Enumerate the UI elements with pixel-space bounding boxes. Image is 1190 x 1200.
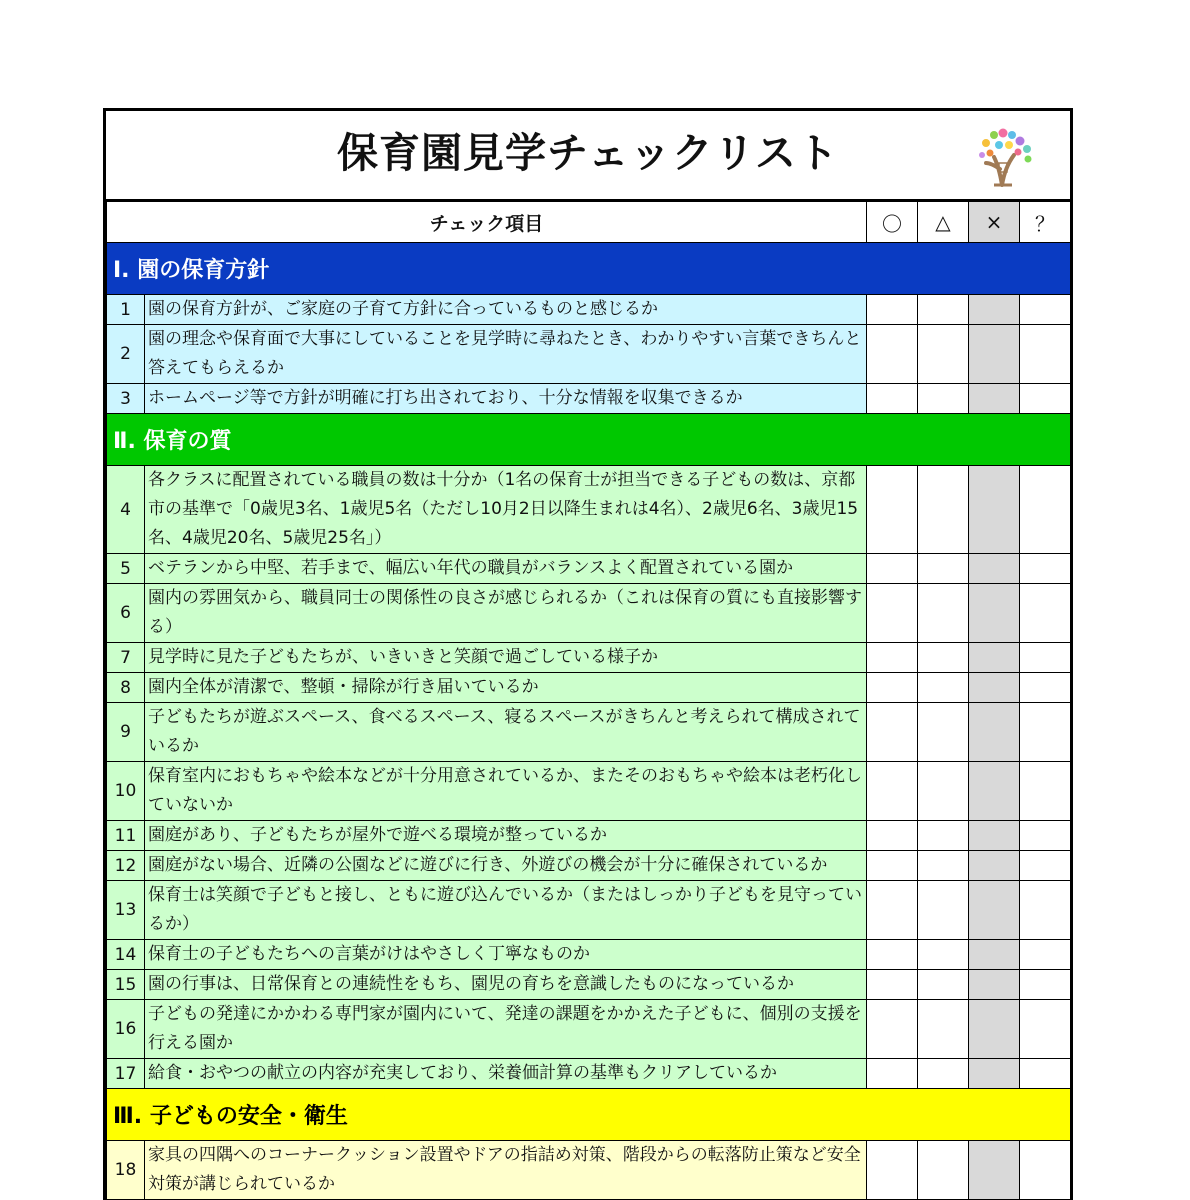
check-box-circle[interactable] xyxy=(867,1141,918,1200)
check-box-question[interactable] xyxy=(1020,821,1071,851)
item-number: 6 xyxy=(107,584,145,643)
column-header-row xyxy=(107,202,1071,243)
check-box-question[interactable] xyxy=(1020,1000,1071,1059)
table-row xyxy=(107,703,1071,762)
header-mark-circle: 〇 xyxy=(867,202,918,243)
header-mark-cross: × xyxy=(969,202,1020,243)
item-number: 18 xyxy=(107,1141,145,1200)
table-row xyxy=(107,821,1071,851)
check-box-question[interactable] xyxy=(1020,940,1071,970)
item-text: 園の理念や保育面で大事にしていることを見学時に尋ねたとき、わかりやすい言葉できちんと答えてもらえるか xyxy=(145,325,867,384)
check-box-cross[interactable] xyxy=(969,1059,1020,1089)
check-box-cross[interactable] xyxy=(969,584,1020,643)
item-text: 園庭がない場合、近隣の公園などに遊びに行き、外遊びの機会が十分に確保されているか xyxy=(145,851,867,881)
item-text: 園の行事は、日常保育との連続性をもち、園児の育ちを意識したものになっているか xyxy=(145,970,867,1000)
check-box-circle[interactable] xyxy=(867,703,918,762)
item-number: 16 xyxy=(107,1000,145,1059)
check-box-triangle[interactable] xyxy=(918,970,969,1000)
check-box-circle[interactable] xyxy=(867,584,918,643)
check-box-triangle[interactable] xyxy=(918,881,969,940)
check-box-triangle[interactable] xyxy=(918,673,969,703)
check-box-triangle[interactable] xyxy=(918,384,969,414)
item-number: 9 xyxy=(107,703,145,762)
check-box-question[interactable] xyxy=(1020,295,1071,325)
item-text: 園内全体が清潔で、整頓・掃除が行き届いているか xyxy=(145,673,867,703)
check-box-cross[interactable] xyxy=(969,851,1020,881)
item-number: 13 xyxy=(107,881,145,940)
header-mark-triangle: △ xyxy=(918,202,969,243)
table-row xyxy=(107,466,1071,554)
check-box-question[interactable] xyxy=(1020,325,1071,384)
table-row xyxy=(107,1141,1071,1200)
check-box-circle[interactable] xyxy=(867,384,918,414)
item-text: 園の保育方針が、ご家庭の子育て方針に合っているものと感じるか xyxy=(145,295,867,325)
table-row xyxy=(107,762,1071,821)
item-number: 1 xyxy=(107,295,145,325)
item-number: 4 xyxy=(107,466,145,554)
item-text: ホームページ等で方針が明確に打ち出されており、十分な情報を収集できるか xyxy=(145,384,867,414)
check-box-cross[interactable] xyxy=(969,384,1020,414)
check-box-question[interactable] xyxy=(1020,851,1071,881)
check-box-question[interactable] xyxy=(1020,970,1071,1000)
check-box-circle[interactable] xyxy=(867,466,918,554)
checklist-table xyxy=(106,201,1071,1200)
item-number: 11 xyxy=(107,821,145,851)
check-box-cross[interactable] xyxy=(969,970,1020,1000)
table-row xyxy=(107,851,1071,881)
check-box-circle[interactable] xyxy=(867,325,918,384)
table-row xyxy=(107,295,1071,325)
section-header-1 xyxy=(107,243,1071,295)
check-box-triangle[interactable] xyxy=(918,703,969,762)
item-text: 家具の四隅へのコーナークッション設置やドアの指詰め対策、階段からの転落防止策など安全対策が講じられているか xyxy=(145,1141,867,1200)
item-text: 保育室内におもちゃや絵本などが十分用意されているか、またそのおもちゃや絵本は老朽化していないか xyxy=(145,762,867,821)
check-box-triangle[interactable] xyxy=(918,821,969,851)
check-box-circle[interactable] xyxy=(867,673,918,703)
check-box-cross[interactable] xyxy=(969,703,1020,762)
check-box-cross[interactable] xyxy=(969,940,1020,970)
item-text: 保育士の子どもたちへの言葉がけはやさしく丁寧なものか xyxy=(145,940,867,970)
check-box-cross[interactable] xyxy=(969,1141,1020,1200)
item-number: 8 xyxy=(107,673,145,703)
check-box-triangle[interactable] xyxy=(918,940,969,970)
check-box-circle[interactable] xyxy=(867,1000,918,1059)
check-box-triangle[interactable] xyxy=(918,851,969,881)
check-box-circle[interactable] xyxy=(867,295,918,325)
item-number: 12 xyxy=(107,851,145,881)
check-box-question[interactable] xyxy=(1020,703,1071,762)
item-text: 保育士は笑顔で子どもと接し、ともに遊び込んでいるか（またはしっかり子どもを見守っているか） xyxy=(145,881,867,940)
item-text: 園内の雰囲気から、職員同士の関係性の良さが感じられるか（これは保育の質にも直接影響する） xyxy=(145,584,867,643)
check-box-circle[interactable] xyxy=(867,643,918,673)
check-box-triangle[interactable] xyxy=(918,1141,969,1200)
checklist-sheet xyxy=(103,108,1073,1200)
table-row xyxy=(107,554,1071,584)
check-box-question[interactable] xyxy=(1020,584,1071,643)
check-box-question[interactable] xyxy=(1020,762,1071,821)
table-row xyxy=(107,325,1071,384)
item-number: 17 xyxy=(107,1059,145,1089)
check-box-question[interactable] xyxy=(1020,643,1071,673)
checklist-body xyxy=(107,202,1071,1200)
check-box-circle[interactable] xyxy=(867,762,918,821)
check-box-circle[interactable] xyxy=(867,940,918,970)
check-box-triangle[interactable] xyxy=(918,295,969,325)
item-number: 14 xyxy=(107,940,145,970)
table-row xyxy=(107,970,1071,1000)
table-row xyxy=(107,673,1071,703)
table-row xyxy=(107,1000,1071,1059)
check-box-cross[interactable] xyxy=(969,554,1020,584)
check-box-triangle[interactable] xyxy=(918,325,969,384)
check-box-circle[interactable] xyxy=(867,881,918,940)
check-box-triangle[interactable] xyxy=(918,466,969,554)
item-number: 10 xyxy=(107,762,145,821)
check-box-question[interactable] xyxy=(1020,673,1071,703)
check-box-cross[interactable] xyxy=(969,1000,1020,1059)
check-box-cross[interactable] xyxy=(969,881,1020,940)
page-title: 保育園見学チェックリスト xyxy=(337,129,839,177)
section-header-2 xyxy=(107,414,1071,466)
table-row xyxy=(107,384,1071,414)
section-title: Ⅱ. 保育の質 xyxy=(107,414,1071,466)
section-header-3 xyxy=(107,1089,1071,1141)
check-box-circle[interactable] xyxy=(867,821,918,851)
item-text: 子どもたちが遊ぶスペース、食べるスペース、寝るスペースがきちんと考えられて構成されているか xyxy=(145,703,867,762)
check-box-triangle[interactable] xyxy=(918,643,969,673)
header-item: チェック項目 xyxy=(107,202,867,243)
header-mark-question: ？ xyxy=(1020,202,1071,243)
check-box-cross[interactable] xyxy=(969,762,1020,821)
check-box-circle[interactable] xyxy=(867,554,918,584)
check-box-circle[interactable] xyxy=(867,1059,918,1089)
item-text: 各クラスに配置されている職員の数は十分か（1名の保育士が担当できる子どもの数は、京都市の基準で「0歳児3名、1歳児5名（ただし10月2日以降生まれは4名）、2歳児6名、3歳児15名、4歳児20名、5歳児25名」） xyxy=(145,466,867,554)
check-box-triangle[interactable] xyxy=(918,1000,969,1059)
check-box-cross[interactable] xyxy=(969,295,1020,325)
check-box-question[interactable] xyxy=(1020,554,1071,584)
check-box-question[interactable] xyxy=(1020,384,1071,414)
table-row xyxy=(107,940,1071,970)
tree-logo-icon xyxy=(972,125,1040,187)
item-text: 見学時に見た子どもたちが、いきいきと笑顔で過ごしている様子か xyxy=(145,643,867,673)
item-text: 園庭があり、子どもたちが屋外で遊べる環境が整っているか xyxy=(145,821,867,851)
section-title: Ⅲ. 子どもの安全・衛生 xyxy=(107,1089,1071,1141)
table-row xyxy=(107,881,1071,940)
section-title: Ⅰ. 園の保育方針 xyxy=(107,243,1071,295)
item-number: 3 xyxy=(107,384,145,414)
table-row xyxy=(107,584,1071,643)
check-box-cross[interactable] xyxy=(969,821,1020,851)
table-row xyxy=(107,643,1071,673)
check-box-question[interactable] xyxy=(1020,1059,1071,1089)
item-text: 子どもの発達にかかわる専門家が園内にいて、発達の課題をかかえた子どもに、個別の支援を行える園か xyxy=(145,1000,867,1059)
item-number: 7 xyxy=(107,643,145,673)
check-box-circle[interactable] xyxy=(867,851,918,881)
item-number: 15 xyxy=(107,970,145,1000)
check-box-cross[interactable] xyxy=(969,325,1020,384)
check-box-triangle[interactable] xyxy=(918,554,969,584)
check-box-triangle[interactable] xyxy=(918,762,969,821)
check-box-cross[interactable] xyxy=(969,466,1020,554)
table-row xyxy=(107,1059,1071,1089)
item-number: 5 xyxy=(107,554,145,584)
item-text: ベテランから中堅、若手まで、幅広い年代の職員がバランスよく配置されている園か xyxy=(145,554,867,584)
check-box-triangle[interactable] xyxy=(918,584,969,643)
check-box-cross[interactable] xyxy=(969,643,1020,673)
check-box-question[interactable] xyxy=(1020,881,1071,940)
check-box-triangle[interactable] xyxy=(918,1059,969,1089)
title-row xyxy=(106,111,1070,201)
check-box-question[interactable] xyxy=(1020,1141,1071,1200)
item-text: 給食・おやつの献立の内容が充実しており、栄養価計算の基準もクリアしているか xyxy=(145,1059,867,1089)
check-box-question[interactable] xyxy=(1020,466,1071,554)
item-number: 2 xyxy=(107,325,145,384)
check-box-cross[interactable] xyxy=(969,673,1020,703)
check-box-circle[interactable] xyxy=(867,970,918,1000)
